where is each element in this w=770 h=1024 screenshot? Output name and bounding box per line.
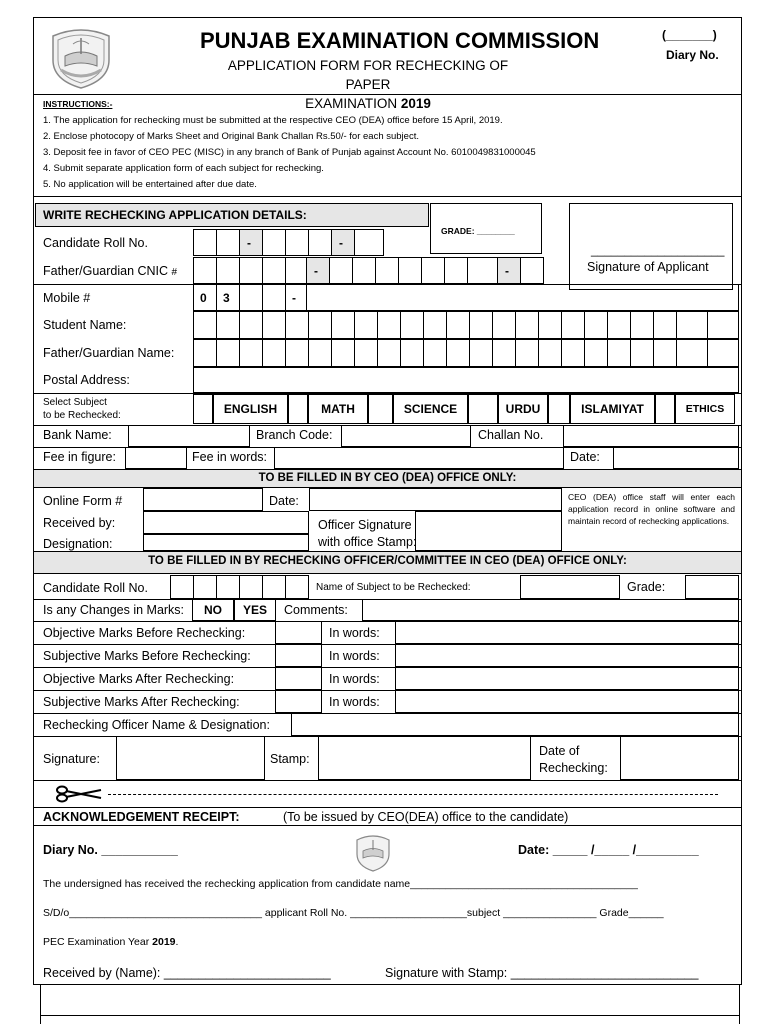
receipt-note: (To be issued by CEO(DEA) office to the candidate) bbox=[283, 810, 569, 824]
receipt-logo bbox=[352, 830, 394, 872]
diary-label: Diary No. bbox=[666, 48, 719, 62]
branch-label: Branch Code: bbox=[256, 428, 333, 442]
postal-label: Postal Address: bbox=[43, 373, 130, 387]
obj-before-field[interactable] bbox=[275, 621, 322, 644]
ceo-note: CEO (DEA) office staff will enter each application record in online software and maintain record of rechecking applications. bbox=[568, 492, 735, 526]
officer-signature-label: Officer Signature with office Stamp: bbox=[318, 518, 417, 549]
obj-before-label: Objective Marks Before Rechecking: bbox=[43, 626, 246, 640]
scissors-icon bbox=[55, 785, 105, 803]
instruction-item: 3. Deposit fee in favor of CEO PEC (MISC) in any branch of Bank of Punjab against Account No. 6010049831000045 bbox=[43, 147, 536, 158]
roll-no-field[interactable] bbox=[193, 229, 384, 256]
date-of-rechecking-label: Date of Rechecking: bbox=[539, 744, 608, 775]
changes-yes-option[interactable]: YES bbox=[234, 599, 276, 621]
challan-no-field[interactable] bbox=[563, 425, 739, 447]
obj-after-words-field[interactable] bbox=[395, 667, 739, 690]
subject-checkbox-math[interactable] bbox=[288, 394, 308, 424]
fee-date-label: Date: bbox=[570, 450, 600, 464]
fee-date-field[interactable] bbox=[613, 447, 739, 469]
form-title: PUNJAB EXAMINATION COMMISSION bbox=[200, 28, 600, 53]
received-by-field[interactable] bbox=[143, 511, 309, 534]
date-of-rechecking-field[interactable] bbox=[620, 736, 739, 780]
signature-label: Signature of Applicant bbox=[587, 260, 709, 274]
receipt-title: ACKNOWLEDGEMENT RECEIPT: bbox=[43, 810, 240, 824]
subj-after-words-field[interactable] bbox=[395, 690, 739, 713]
subject-math[interactable]: MATH bbox=[308, 394, 368, 424]
application-section-title: WRITE RECHECKING APPLICATION DETAILS: bbox=[43, 208, 307, 222]
receipt-date[interactable]: Date: _____ /_____ /_________ bbox=[518, 843, 699, 857]
receipt-received-by[interactable]: Received by (Name): ________________________ bbox=[43, 966, 331, 980]
receipt-exam-year: PEC Examination Year 2019. bbox=[43, 936, 179, 948]
comments-label: Comments: bbox=[284, 603, 348, 617]
pec-logo bbox=[45, 20, 117, 90]
cnic-label: Father/Guardian CNIC # bbox=[43, 264, 178, 278]
instruction-item: 1. The application for rechecking must be submitted at the respective CEO (DEA) office before 15 April, 2019. bbox=[43, 115, 503, 126]
student-name-field[interactable] bbox=[193, 311, 739, 339]
subj-before-label: Subjective Marks Before Rechecking: bbox=[43, 649, 251, 663]
changes-no-option[interactable]: NO bbox=[192, 599, 234, 621]
mobile-digit: 3 bbox=[223, 291, 230, 305]
receipt-sdo-line[interactable]: S/D/o_________________________________ applicant Roll No. ____________________subject ________________ Grade______ bbox=[43, 907, 664, 919]
form-subtitle: APPLICATION FORM FOR RECHECKING OF PAPER EXAMINATION 2019 bbox=[227, 58, 509, 111]
changes-label: Is any Changes in Marks: bbox=[43, 603, 185, 617]
instruction-item: 4. Submit separate application form of each subject for rechecking. bbox=[43, 163, 324, 174]
diary-blank: (_______) bbox=[662, 28, 717, 42]
fee-figure-field[interactable] bbox=[125, 447, 187, 469]
mobile-field[interactable] bbox=[193, 284, 739, 311]
officer-signature-field[interactable] bbox=[415, 511, 562, 551]
select-subject-label: Select Subject to be Rechecked: bbox=[43, 397, 121, 421]
bank-label: Bank Name: bbox=[43, 428, 112, 442]
mobile-digit: 0 bbox=[200, 291, 207, 305]
challan-label: Challan No. bbox=[478, 428, 544, 442]
subject-name-field[interactable] bbox=[520, 575, 620, 599]
instructions-heading: INSTRUCTIONS:- bbox=[43, 99, 113, 109]
officer-name-label: Rechecking Officer Name & Designation: bbox=[43, 718, 270, 732]
officer-section-title: TO BE FILLED IN BY RECHECKING OFFICER/COMMITTEE IN CEO (DEA) OFFICE ONLY: bbox=[148, 555, 627, 567]
subject-urdu[interactable]: URDU bbox=[498, 394, 548, 424]
instruction-item: 2. Enclose photocopy of Marks Sheet and Original Bank Challan Rs.50/- for each subject. bbox=[43, 131, 419, 142]
online-form-field[interactable] bbox=[143, 488, 263, 511]
receipt-diary-no[interactable]: Diary No. ___________ bbox=[43, 843, 178, 857]
cut-line bbox=[108, 794, 718, 795]
roll-label: Candidate Roll No. bbox=[43, 236, 148, 250]
signature-label: Signature: bbox=[43, 752, 100, 766]
subject-checkbox-english[interactable] bbox=[193, 394, 213, 424]
in-words-label: In words: bbox=[329, 626, 380, 640]
subject-islamiyat[interactable]: ISLAMIYAT bbox=[570, 394, 655, 424]
subject-checkbox-science[interactable] bbox=[368, 394, 393, 424]
stamp-label: Stamp: bbox=[270, 752, 310, 766]
officer-grade-label: Grade: bbox=[627, 580, 666, 594]
mobile-label: Mobile # bbox=[43, 291, 91, 305]
cnic-field[interactable] bbox=[193, 257, 544, 284]
stamp-field[interactable] bbox=[318, 736, 531, 780]
subj-after-label: Subjective Marks After Rechecking: bbox=[43, 695, 240, 709]
fee-words-field[interactable] bbox=[274, 447, 564, 469]
signature-line: ____________________ bbox=[591, 243, 725, 257]
subject-ethics[interactable]: ETHICS bbox=[675, 394, 735, 424]
bank-name-field[interactable] bbox=[128, 425, 250, 447]
subject-checkbox-urdu[interactable] bbox=[468, 394, 498, 424]
subject-science[interactable]: SCIENCE bbox=[393, 394, 468, 424]
instruction-item: 5. No application will be entertained after due date. bbox=[43, 179, 257, 190]
subj-before-words-field[interactable] bbox=[395, 644, 739, 667]
father-name-label: Father/Guardian Name: bbox=[43, 346, 175, 360]
subject-checkbox-islamiyat[interactable] bbox=[548, 394, 570, 424]
online-form-label: Online Form # bbox=[43, 494, 123, 508]
receipt-signature-stamp[interactable]: Signature with Stamp: ___________________________ bbox=[385, 966, 699, 980]
officer-signature-input[interactable] bbox=[116, 736, 265, 780]
designation-label: Designation: bbox=[43, 537, 113, 551]
ceo-date-label: Date: bbox=[269, 494, 299, 508]
in-words-label: In words: bbox=[329, 695, 380, 709]
obj-before-words-field[interactable] bbox=[395, 621, 739, 644]
received-by-label: Received by: bbox=[43, 516, 116, 530]
officer-name-field[interactable] bbox=[291, 713, 739, 736]
receipt-received-line[interactable]: The undersigned has received the rechecking application from candidate name_______________________________________ bbox=[43, 878, 638, 890]
ceo-date-field[interactable] bbox=[309, 488, 562, 511]
ceo-section-title: TO BE FILLED IN BY CEO (DEA) OFFICE ONLY: bbox=[258, 472, 517, 484]
branch-code-field[interactable] bbox=[341, 425, 471, 447]
postal-address-field[interactable] bbox=[193, 367, 739, 393]
father-name-field[interactable] bbox=[193, 339, 739, 367]
in-words-label: In words: bbox=[329, 672, 380, 686]
obj-after-field[interactable] bbox=[275, 667, 322, 690]
fee-figure-label: Fee in figure: bbox=[43, 450, 116, 464]
grade-label: GRADE: ________ bbox=[441, 226, 515, 236]
subject-name-label: Name of Subject to be Rechecked: bbox=[316, 582, 471, 593]
comments-field[interactable] bbox=[362, 599, 739, 621]
officer-roll-label: Candidate Roll No. bbox=[43, 581, 148, 595]
officer-grade-field[interactable] bbox=[685, 575, 739, 599]
student-name-label: Student Name: bbox=[43, 318, 127, 332]
in-words-label: In words: bbox=[329, 649, 380, 663]
subject-english[interactable]: ENGLISH bbox=[213, 394, 288, 424]
fee-words-label: Fee in words: bbox=[192, 450, 268, 464]
subj-before-field[interactable] bbox=[275, 644, 322, 667]
subject-checkbox-ethics[interactable] bbox=[655, 394, 675, 424]
subj-after-field[interactable] bbox=[275, 690, 322, 713]
designation-field[interactable] bbox=[143, 534, 309, 551]
obj-after-label: Objective Marks After Rechecking: bbox=[43, 672, 235, 686]
